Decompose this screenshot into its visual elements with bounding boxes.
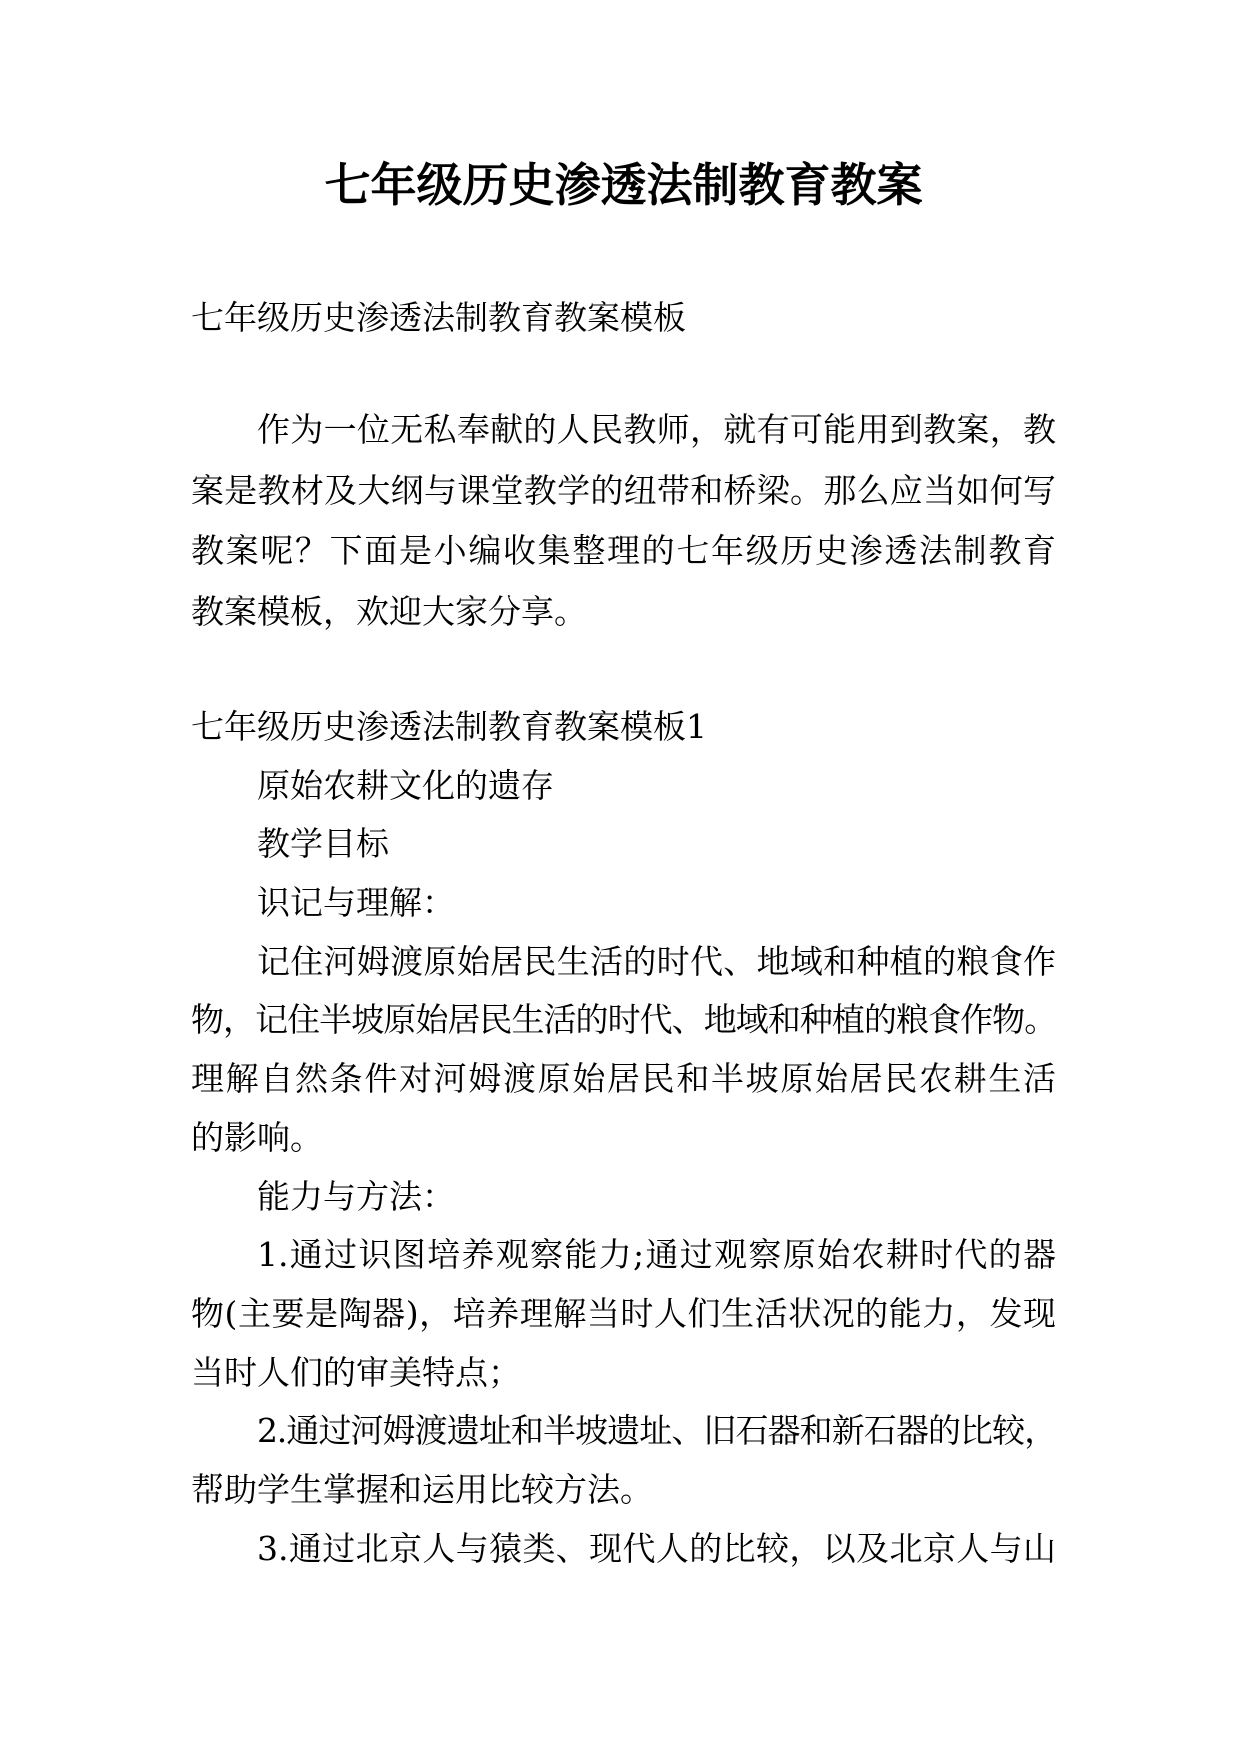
lesson-title: 原始农耕文化的遗存 (257, 765, 554, 805)
abilities-heading: 能力与方法： (257, 1176, 455, 1216)
intro-paragraph (191, 400, 1056, 642)
document-subtitle: 七年级历史渗透法制教育教案模板 (191, 298, 686, 337)
knowledge-line-4: 的影响。 (191, 1117, 323, 1157)
objectives-heading: 教学目标 (257, 824, 389, 864)
ability-item-1-line-1: 1.通过识图培养观察能力;通过观察原始农耕时代的器 (257, 1235, 1056, 1275)
template-1-section (191, 698, 1056, 1578)
knowledge-line-3: 理解自然条件对河姆渡原始居民和半坡原始居民农耕生活 (191, 1059, 1056, 1099)
intro-line-3: 教案呢？下面是小编收集整理的七年级历史渗透法制教育 (191, 531, 1056, 570)
intro-line-4: 教案模板，欢迎大家分享。 (191, 591, 587, 631)
knowledge-line-2: 物，记住半坡原始居民生活的时代、地域和种植的粮食作物。 (191, 1000, 1056, 1040)
intro-line-1: 作为一位无私奉献的人民教师，就有可能用到教案，教 (257, 410, 1056, 449)
ability-item-2-line-1: 2.通过河姆渡遗址和半坡遗址、旧石器和新石器的比较， (257, 1411, 1056, 1451)
ability-item-2-line-2: 帮助学生掌握和运用比较方法。 (191, 1469, 653, 1509)
knowledge-heading: 识记与理解： (257, 883, 455, 923)
ability-item-1-line-3: 当时人们的审美特点； (191, 1352, 521, 1392)
subtitle-block (191, 288, 1056, 347)
ability-item-1-line-2: 物(主要是陶器)，培养理解当时人们生活状况的能力，发现 (191, 1293, 1056, 1333)
knowledge-line-1: 记住河姆渡原始居民生活的时代、地域和种植的粮食作 (257, 941, 1056, 981)
document-title: 七年级历史渗透法制教育教案 (324, 158, 923, 212)
template-1-heading: 七年级历史渗透法制教育教案模板1 (191, 707, 707, 746)
ability-item-3-line-1: 3.通过北京人与猿类、现代人的比较，以及北京人与山 (257, 1528, 1056, 1568)
intro-line-2: 案是教材及大纲与课堂教学的纽带和桥梁。那么应当如何写 (191, 470, 1056, 510)
